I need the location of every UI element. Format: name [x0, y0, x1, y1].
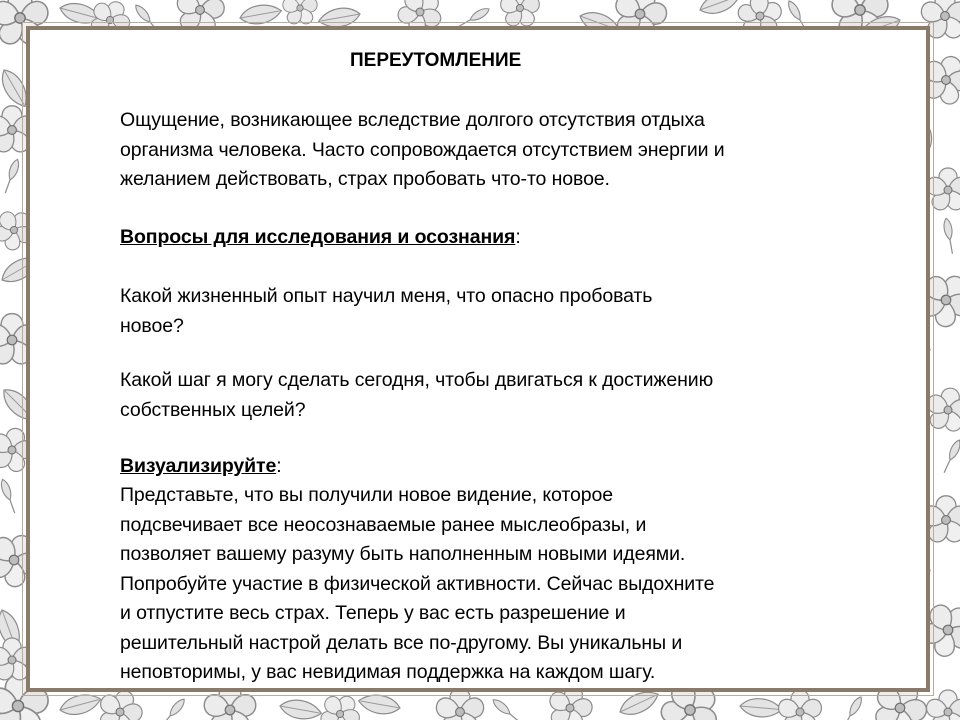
visualize-line: и отпустите весь страх. Теперь у вас есть разрешение и: [120, 602, 626, 624]
definition-line: желанием действовать, страх пробовать что-то новое.: [120, 168, 610, 190]
visualize-line: подсвечивает все неосознаваемые ранее мыслеобразы, и: [120, 513, 647, 536]
visualize-heading-text: Визуализируйте: [120, 455, 277, 477]
definition-paragraph: [120, 106, 890, 195]
question-line: Какой жизненный опыт научил меня, что опасно пробовать: [120, 285, 653, 307]
visualize-paragraph: [120, 481, 890, 688]
page-title: ПЕРЕУТОМЛЕНИЕ: [350, 50, 522, 71]
visualize-line: Попробуйте участие в физической активности. Сейчас выдохните: [120, 572, 715, 595]
visualize-line: позволяет вашему разуму быть наполненным новыми идеями.: [120, 543, 686, 565]
question-line: Какой шаг я могу сделать сегодня, чтобы двигаться к достижению: [120, 369, 714, 391]
questions-heading: [120, 223, 890, 253]
question-1: [120, 282, 890, 341]
visualize-line: Представьте, что вы получили новое видение, которое: [120, 484, 613, 506]
visualize-line: решительный настрой делать все по-другому. Вы уникальны и: [120, 631, 683, 654]
visualize-heading-colon: :: [276, 455, 282, 477]
definition-line: Ощущение, возникающее вследствие долгого отсутствия отдыха: [120, 109, 705, 131]
visualize-line: неповторимы, у вас невидимая поддержка на каждом шагу.: [120, 661, 656, 683]
visualize-heading: [120, 452, 890, 482]
questions-heading-text: Вопросы для исследования и осознания: [120, 226, 516, 248]
question-2: [120, 366, 890, 425]
definition-line: организма человека. Часто сопровождается отсутствием энергии и: [120, 138, 725, 161]
questions-heading-colon: :: [515, 226, 521, 248]
question-line: собственных целей?: [120, 398, 306, 421]
question-line: новое?: [120, 314, 184, 337]
